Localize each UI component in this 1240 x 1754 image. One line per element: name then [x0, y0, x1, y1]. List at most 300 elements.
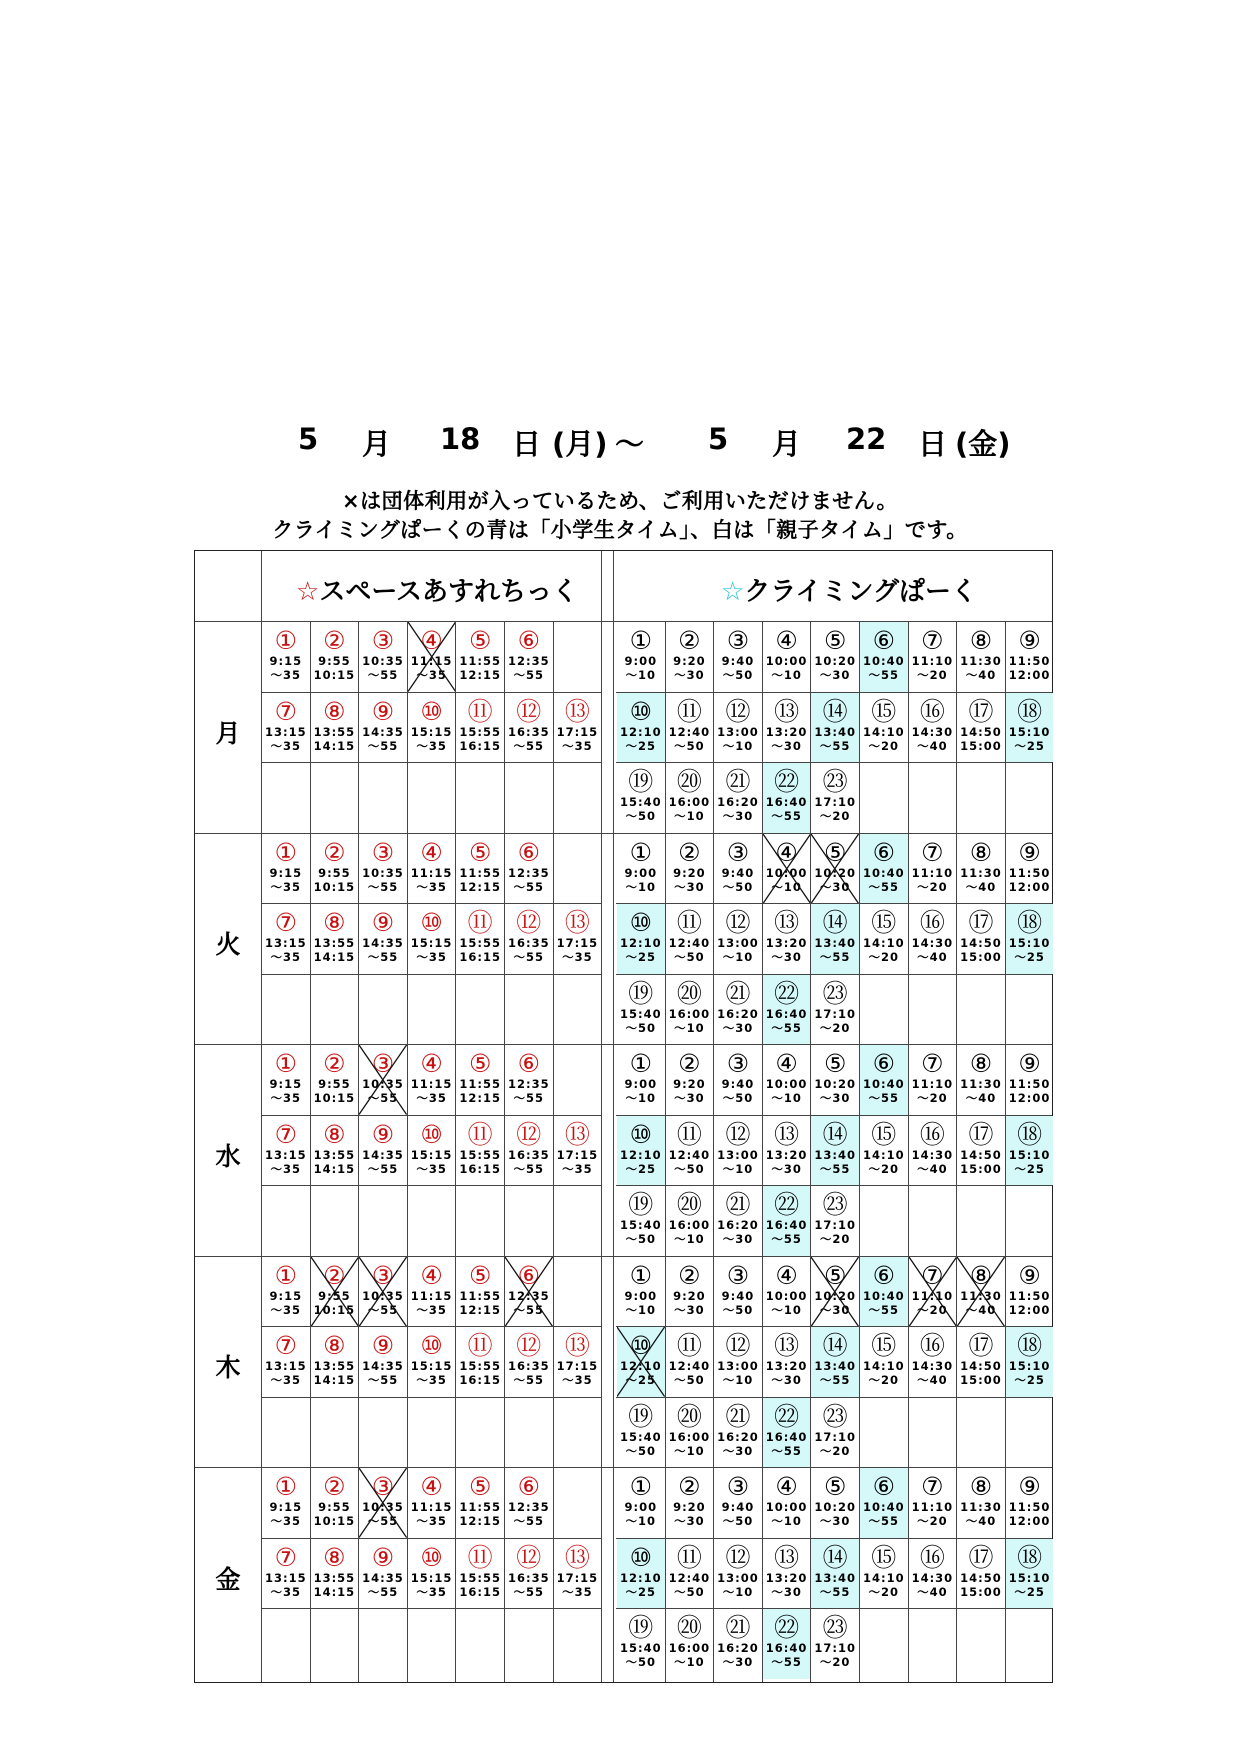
space-slot[interactable]	[262, 1468, 310, 1538]
climbing-slot[interactable]	[909, 1116, 957, 1186]
slot-end-time: 10:15	[313, 668, 356, 682]
slot-end-time: ～25	[1014, 950, 1045, 964]
climbing-slot[interactable]	[714, 834, 762, 904]
day-label: 火	[215, 930, 241, 959]
slot-end-time: ～50	[625, 1232, 657, 1246]
climbing-slot[interactable]	[714, 1398, 762, 1468]
climbing-slot[interactable]	[763, 1186, 811, 1256]
slot-start-time: 14:50	[960, 936, 1002, 950]
slot-number: ⑯	[919, 1542, 945, 1572]
climbing-slot[interactable]	[811, 1609, 859, 1679]
climbing-slot[interactable]	[909, 622, 957, 692]
climbing-slot[interactable]	[763, 1468, 811, 1538]
slot-start-time: 9:55	[318, 654, 351, 668]
slot-end-time: ～20	[868, 1584, 900, 1599]
slot-number: ⑥	[872, 626, 895, 655]
slot-number: ①	[629, 1260, 652, 1290]
space-slot[interactable]	[359, 622, 407, 692]
space-slot[interactable]	[311, 1257, 359, 1327]
space-slot[interactable]	[408, 1327, 456, 1397]
slot-end-time: ～55	[771, 1443, 802, 1458]
slot-start-time: 14:30	[911, 1359, 954, 1373]
climbing-slot[interactable]	[617, 1398, 665, 1468]
climbing-slot[interactable]	[909, 1327, 957, 1397]
climbing-slot[interactable]	[957, 1116, 1005, 1186]
space-slot[interactable]	[262, 1257, 310, 1327]
climbing-slot[interactable]	[666, 1609, 714, 1679]
slot-number: ⑮	[871, 908, 897, 937]
slot-number: ④	[420, 1049, 443, 1078]
climbing-slot[interactable]	[811, 1186, 859, 1256]
slot-start-time: 11:10	[911, 1077, 954, 1091]
space-slot[interactable]	[262, 622, 310, 692]
climbing-slot[interactable]	[909, 1539, 957, 1609]
slot-start-time: 11:10	[911, 1500, 954, 1514]
climbing-slot[interactable]	[617, 975, 665, 1045]
climbing-slot[interactable]	[860, 1539, 908, 1609]
climbing-slot[interactable]	[1006, 1539, 1054, 1609]
climbing-slot[interactable]	[1006, 693, 1054, 763]
climbing-slot[interactable]	[957, 904, 1005, 974]
slot-end-time: ～55	[513, 950, 545, 964]
space-slot[interactable]	[359, 1045, 407, 1115]
space-slot[interactable]	[262, 834, 310, 904]
slot-number: ⑨	[1018, 1260, 1041, 1290]
space-slot[interactable]	[408, 1257, 456, 1327]
climbing-slot[interactable]	[1006, 1257, 1054, 1327]
slot-start-time: 12:40	[668, 724, 711, 739]
slot-start-time: 9:20	[673, 865, 706, 880]
slot-start-time: 15:40	[619, 1006, 662, 1021]
slot-start-time: 13:15	[264, 1570, 307, 1585]
climbing-slot[interactable]	[763, 1116, 811, 1186]
climbing-slot[interactable]	[860, 693, 908, 763]
slot-end-time: ～20	[819, 809, 851, 823]
climbing-slot[interactable]	[617, 622, 665, 692]
climbing-slot[interactable]	[811, 1539, 859, 1609]
climbing-slot[interactable]	[714, 1609, 762, 1679]
slot-number: ⑪	[676, 1542, 702, 1572]
climbing-slot[interactable]	[617, 1539, 665, 1609]
climbing-slot[interactable]	[617, 1186, 665, 1256]
climbing-slot[interactable]	[666, 1327, 714, 1397]
climbing-slot[interactable]	[714, 904, 762, 974]
slot-start-time: 15:55	[459, 1147, 501, 1162]
climbing-slot[interactable]	[714, 1468, 762, 1538]
climbing-slot[interactable]	[860, 1257, 908, 1327]
space-slot[interactable]	[262, 1045, 310, 1115]
slot-start-time: 14:50	[960, 1147, 1002, 1162]
slot-start-time: 11:55	[459, 865, 501, 880]
slot-start-time: 10:35	[362, 654, 404, 668]
title-tilde: ～	[615, 427, 645, 461]
slot-start-time: 9:15	[269, 1500, 303, 1514]
space-slot[interactable]	[311, 1468, 359, 1538]
climbing-slot[interactable]	[666, 763, 714, 833]
slot-number: ⑭	[822, 1119, 848, 1149]
closed-cross-icon	[408, 622, 456, 692]
climbing-slot[interactable]	[666, 834, 714, 904]
slot-end-time: ～10	[625, 1091, 657, 1105]
space-slot[interactable]	[456, 622, 504, 692]
slot-end-time: ～40	[965, 1302, 997, 1317]
slot-end-time: ～35	[416, 738, 447, 753]
slot-number: ⑳	[676, 978, 702, 1008]
climbing-slot[interactable]	[860, 834, 908, 904]
climbing-slot[interactable]	[811, 1468, 859, 1538]
slot-end-time: ～20	[819, 1655, 851, 1669]
climbing-slot[interactable]	[714, 975, 762, 1045]
slot-end-time: ～50	[625, 809, 657, 823]
space-slot[interactable]	[311, 904, 359, 974]
slot-start-time: 9:40	[721, 865, 755, 880]
slot-number: ③	[371, 837, 395, 867]
space-slot[interactable]	[311, 834, 359, 904]
space-slot[interactable]	[456, 1045, 504, 1115]
slot-number: ⑳	[676, 1613, 702, 1642]
climbing-slot[interactable]	[763, 975, 811, 1045]
climbing-slot[interactable]	[1006, 834, 1054, 904]
climbing-slot[interactable]	[763, 622, 811, 692]
climbing-slot[interactable]	[666, 622, 714, 692]
space-slot[interactable]	[408, 693, 456, 763]
climbing-slot[interactable]	[666, 1539, 714, 1609]
climbing-slot[interactable]	[666, 693, 714, 763]
space-slot[interactable]	[456, 1539, 504, 1609]
space-slot[interactable]	[505, 1539, 553, 1609]
slot-number: ㉒	[774, 978, 800, 1008]
climbing-slot[interactable]	[909, 1257, 957, 1327]
space-slot[interactable]	[505, 1257, 553, 1327]
slot-number: ⑫	[725, 1542, 751, 1572]
space-slot[interactable]	[359, 1116, 407, 1186]
slot-end-time: ～10	[674, 1020, 705, 1035]
climbing-slot[interactable]	[811, 693, 859, 763]
slot-start-time: 13:55	[313, 1147, 356, 1162]
slot-end-time: ～10	[674, 1232, 705, 1246]
climbing-slot[interactable]	[617, 1327, 665, 1397]
climbing-slot[interactable]	[617, 1045, 665, 1115]
slot-start-time: 14:35	[362, 1359, 404, 1373]
slot-number: ⑦	[921, 837, 944, 867]
slot-number: ③	[726, 1472, 750, 1501]
climbing-slot[interactable]	[763, 1398, 811, 1468]
space-slot[interactable]	[311, 1045, 359, 1115]
climbing-slot[interactable]	[617, 834, 665, 904]
space-slot[interactable]	[408, 1045, 456, 1115]
space-slot[interactable]	[408, 1468, 456, 1538]
slot-start-time: 13:55	[313, 1359, 356, 1373]
climbing-slot[interactable]	[957, 622, 1005, 692]
climbing-slot[interactable]	[909, 834, 957, 904]
climbing-slot[interactable]	[811, 1257, 859, 1327]
space-slot[interactable]	[456, 1468, 504, 1538]
climbing-slot[interactable]	[714, 1186, 762, 1256]
space-slot[interactable]	[554, 1327, 602, 1397]
slot-start-time: 13:40	[814, 1359, 856, 1373]
climbing-slot[interactable]	[617, 904, 665, 974]
climbing-slot[interactable]	[714, 763, 762, 833]
slot-start-time: 16:00	[668, 1429, 711, 1444]
climbing-slot[interactable]	[1006, 904, 1054, 974]
space-slot[interactable]	[408, 622, 456, 692]
slot-end-time: ～20	[917, 879, 948, 894]
slot-end-time: ～30	[771, 1584, 802, 1599]
slot-number: ⑬	[564, 696, 590, 726]
slot-number: ④	[775, 1049, 798, 1078]
climbing-slot[interactable]	[860, 1045, 908, 1115]
climbing-slot[interactable]	[860, 1327, 908, 1397]
slot-number: ⑰	[968, 1331, 994, 1360]
slot-end-time: ～50	[674, 950, 705, 964]
slot-start-time: 12:40	[668, 1147, 711, 1162]
climbing-slot[interactable]	[714, 1327, 762, 1397]
space-slot[interactable]	[359, 693, 407, 763]
climbing-slot[interactable]	[909, 693, 957, 763]
climbing-slot[interactable]	[666, 975, 714, 1045]
space-slot[interactable]	[554, 1539, 602, 1609]
climbing-slot[interactable]	[957, 1539, 1005, 1609]
closed-cross-icon	[811, 1257, 859, 1327]
space-slot[interactable]	[554, 904, 602, 974]
climbing-slot[interactable]	[666, 1045, 714, 1115]
slot-start-time: 14:50	[960, 1359, 1002, 1373]
climbing-slot[interactable]	[666, 1116, 714, 1186]
climbing-slot[interactable]	[714, 1045, 762, 1115]
climbing-park-header	[721, 571, 977, 608]
climbing-slot[interactable]	[763, 904, 811, 974]
climbing-slot[interactable]	[617, 1609, 665, 1679]
climbing-slot[interactable]	[860, 1116, 908, 1186]
climbing-slot[interactable]	[957, 834, 1005, 904]
slot-number: ⑦	[274, 1119, 297, 1149]
climbing-slot[interactable]	[811, 1398, 859, 1468]
slot-start-time: 17:10	[814, 1641, 856, 1655]
climbing-slot[interactable]	[811, 904, 859, 974]
climbing-slot[interactable]	[811, 1327, 859, 1397]
title-day-end: 22	[846, 422, 887, 456]
climbing-slot[interactable]	[811, 975, 859, 1045]
climbing-slot[interactable]	[666, 1398, 714, 1468]
day-label: 金	[215, 1564, 241, 1594]
slot-end-time: ～55	[868, 1302, 900, 1317]
space-slot[interactable]	[505, 834, 553, 904]
slot-number: ③	[726, 626, 750, 655]
slot-end-time: 12:00	[1008, 668, 1051, 682]
slot-start-time: 13:20	[765, 1359, 808, 1373]
climbing-slot[interactable]	[617, 763, 665, 833]
space-slot[interactable]	[359, 904, 407, 974]
climbing-slot[interactable]	[763, 1045, 811, 1115]
slot-end-time: ～55	[819, 950, 851, 964]
slot-number: ⑦	[921, 1260, 944, 1290]
slot-number: ⑭	[822, 696, 848, 726]
slot-number: ④	[775, 837, 798, 867]
slot-end-time: ～35	[270, 1584, 302, 1599]
slot-end-time: ～10	[722, 738, 754, 753]
slot-end-time: ～35	[416, 1373, 447, 1387]
climbing-slot[interactable]	[617, 1468, 665, 1538]
slot-end-time: ～30	[819, 879, 851, 894]
climbing-slot[interactable]	[909, 1468, 957, 1538]
climbing-slot[interactable]	[714, 1257, 762, 1327]
climbing-slot[interactable]	[714, 622, 762, 692]
space-slot[interactable]	[262, 1327, 310, 1397]
space-slot[interactable]	[456, 834, 504, 904]
space-slot[interactable]	[311, 693, 359, 763]
space-slot[interactable]	[408, 904, 456, 974]
slot-number: ⑧	[969, 1472, 993, 1501]
space-slot[interactable]	[554, 1116, 602, 1186]
slot-number: ⑤	[823, 1472, 847, 1501]
space-slot[interactable]	[408, 1116, 456, 1186]
closed-cross-icon	[909, 1257, 957, 1327]
climbing-slot[interactable]	[811, 1116, 859, 1186]
space-slot[interactable]	[311, 1327, 359, 1397]
slot-end-time: ～10	[625, 668, 657, 682]
climbing-slot[interactable]	[957, 1257, 1005, 1327]
slot-start-time: 10:35	[362, 1077, 404, 1091]
climbing-slot[interactable]	[763, 1539, 811, 1609]
climbing-slot[interactable]	[860, 904, 908, 974]
slot-number: ⑪	[467, 1542, 493, 1572]
space-slot[interactable]	[505, 1468, 553, 1538]
climbing-slot[interactable]	[666, 1468, 714, 1538]
slot-number: ⑥	[872, 1260, 895, 1290]
climbing-slot[interactable]	[957, 1045, 1005, 1115]
climbing-slot[interactable]	[763, 1327, 811, 1397]
slot-end-time: ～55	[367, 950, 399, 964]
slot-start-time: 16:35	[507, 936, 550, 950]
slot-start-time: 16:35	[507, 1147, 550, 1162]
space-slot[interactable]	[359, 1257, 407, 1327]
slot-start-time: 13:00	[717, 724, 759, 739]
climbing-slot[interactable]	[763, 1257, 811, 1327]
slot-number: ⑫	[725, 1119, 751, 1149]
space-slot[interactable]	[456, 1327, 504, 1397]
space-slot[interactable]	[505, 1045, 553, 1115]
slot-start-time: 15:15	[410, 724, 453, 739]
slot-number: ⑥	[517, 626, 540, 655]
climbing-slot[interactable]	[714, 1539, 762, 1609]
space-slot[interactable]	[408, 834, 456, 904]
slot-number: ⑤	[823, 1049, 847, 1078]
climbing-slot[interactable]	[666, 1186, 714, 1256]
climbing-slot[interactable]	[714, 1116, 762, 1186]
slot-number: ⑲	[628, 1190, 654, 1219]
space-slot[interactable]	[505, 693, 553, 763]
climbing-slot[interactable]	[811, 763, 859, 833]
climbing-slot[interactable]	[811, 834, 859, 904]
slot-start-time: 10:40	[862, 1500, 905, 1514]
slot-start-time: 13:40	[814, 1147, 856, 1162]
climbing-slot[interactable]	[617, 1257, 665, 1327]
space-slot[interactable]	[311, 1116, 359, 1186]
climbing-slot[interactable]	[1006, 1116, 1054, 1186]
slot-end-time: ～30	[771, 1161, 802, 1176]
climbing-slot[interactable]	[811, 622, 859, 692]
climbing-slot[interactable]	[909, 1045, 957, 1115]
slot-end-time: ～35	[270, 668, 302, 682]
slot-start-time: 16:00	[668, 1641, 711, 1655]
space-slot[interactable]	[262, 693, 310, 763]
slot-number: ㉒	[774, 1401, 800, 1431]
climbing-slot[interactable]	[860, 622, 908, 692]
climbing-slot[interactable]	[860, 1468, 908, 1538]
climbing-slot[interactable]	[909, 904, 957, 974]
climbing-slot[interactable]	[763, 1609, 811, 1679]
space-slot[interactable]	[505, 904, 553, 974]
slot-number: ⑰	[968, 908, 994, 937]
space-slot[interactable]	[456, 1116, 504, 1186]
climbing-slot[interactable]	[957, 693, 1005, 763]
slot-start-time: 16:20	[717, 795, 759, 809]
climbing-slot[interactable]	[763, 834, 811, 904]
climbing-slot[interactable]	[957, 1327, 1005, 1397]
slot-end-time: ～55	[771, 1020, 802, 1035]
space-slot[interactable]	[359, 1539, 407, 1609]
climbing-slot[interactable]	[1006, 1468, 1054, 1538]
space-slot[interactable]	[408, 1539, 456, 1609]
space-athletic-header	[296, 571, 578, 608]
space-slot[interactable]	[262, 1539, 310, 1609]
slot-number: ①	[274, 1260, 297, 1290]
slot-start-time: 10:35	[362, 865, 404, 880]
climbing-slot[interactable]	[957, 1468, 1005, 1538]
space-slot[interactable]	[359, 1327, 407, 1397]
climbing-slot[interactable]	[666, 1257, 714, 1327]
slot-number: ⑤	[823, 626, 847, 655]
slot-end-time: ～50	[722, 668, 754, 682]
climbing-slot[interactable]	[617, 1116, 665, 1186]
closed-note: ×は団体利用が入っているため、ご利用いただけません。	[341, 489, 898, 513]
climbing-slot[interactable]	[617, 693, 665, 763]
slot-number: ①	[629, 626, 652, 655]
space-slot[interactable]	[456, 693, 504, 763]
climbing-slot[interactable]	[811, 1045, 859, 1115]
space-slot[interactable]	[262, 1116, 310, 1186]
slot-number: ㉓	[822, 978, 848, 1008]
slot-end-time: 14:15	[313, 1584, 356, 1599]
space-slot[interactable]	[505, 1327, 553, 1397]
space-slot[interactable]	[505, 622, 553, 692]
climbing-slot[interactable]	[714, 693, 762, 763]
space-slot[interactable]	[359, 1468, 407, 1538]
space-slot[interactable]	[554, 693, 602, 763]
climbing-slot[interactable]	[763, 763, 811, 833]
slot-start-time: 11:15	[410, 1077, 453, 1091]
climbing-park-label: クライミングぱーく	[744, 577, 978, 607]
slot-start-time: 16:00	[668, 795, 711, 809]
space-slot[interactable]	[262, 904, 310, 974]
climbing-slot[interactable]	[763, 693, 811, 763]
climbing-slot[interactable]	[1006, 622, 1054, 692]
space-slot[interactable]	[359, 834, 407, 904]
space-slot[interactable]	[311, 1539, 359, 1609]
space-slot[interactable]	[505, 1116, 553, 1186]
slot-number: ⑭	[822, 908, 848, 937]
slot-start-time: 14:30	[911, 724, 954, 739]
slot-number: ⑳	[676, 1401, 702, 1431]
climbing-slot[interactable]	[666, 904, 714, 974]
climbing-slot[interactable]	[1006, 1045, 1054, 1115]
slot-number: ⑤	[468, 1472, 492, 1501]
space-slot[interactable]	[311, 622, 359, 692]
space-slot[interactable]	[456, 904, 504, 974]
space-slot[interactable]	[456, 1257, 504, 1327]
slot-number: ⑲	[628, 767, 654, 796]
climbing-slot[interactable]	[1006, 1327, 1054, 1397]
